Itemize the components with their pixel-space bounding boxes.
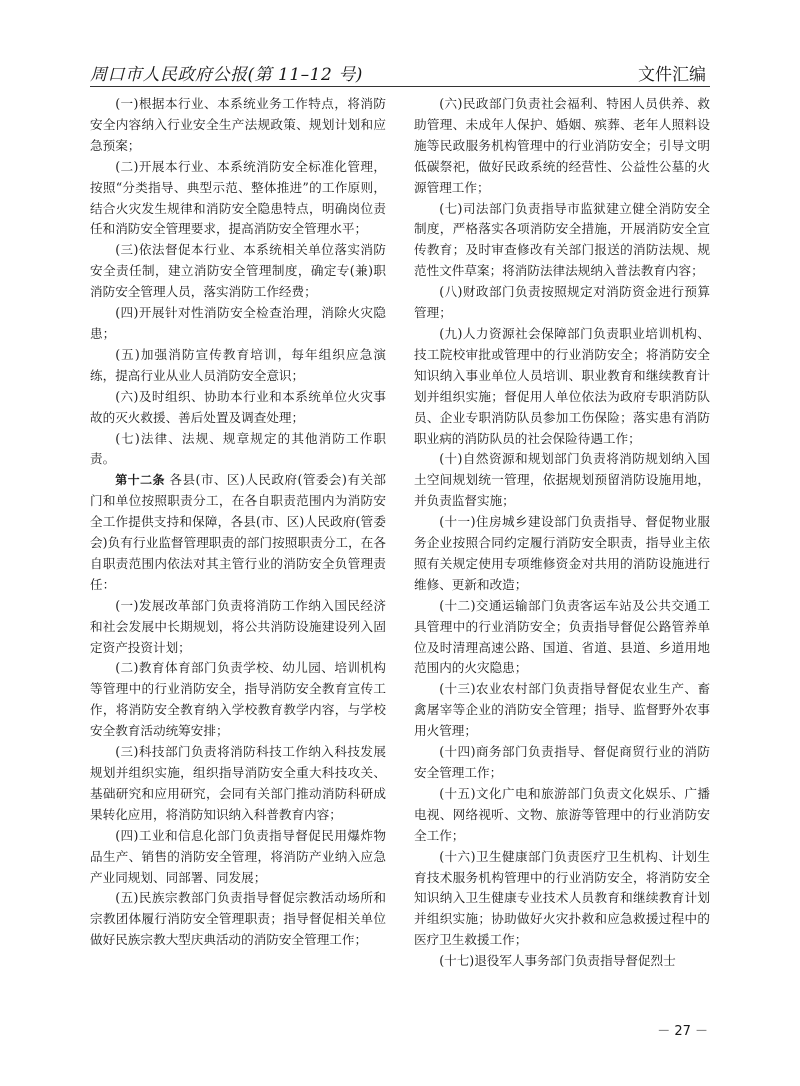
paragraph: (六)及时组织、协助本行业和本系统单位火灾事故的灭火救援、善后处置及调查处理； [90, 388, 386, 425]
article-heading: 第十二条 [115, 473, 165, 488]
paragraph: (一)发展改革部门负责将消防工作纳入国民经济和社会发展中长期规划，将公共消防设施建设列入固定资产投资计划； [90, 597, 386, 655]
paragraph: (三)依法督促本行业、本系统相关单位落实消防安全责任制，建立消防安全管理制度，确定专(兼)职消防安全管理人员，落实消防工作经费； [90, 242, 386, 300]
paragraph: (十六)卫生健康部门负责医疗卫生机构、计划生育技术服务机构管理中的行业消防安全，将消防安全知识纳入卫生健康专业技术人员教育和继续教育计划并组织实施；协助做好火灾扑救和应急救援过程中的医疗卫生救援工作； [414, 848, 710, 948]
paragraph: (十五)文化广电和旅游部门负责文化娱乐、广播电视、网络视听、文物、旅游等管理中的行业消防安全工作； [414, 785, 710, 843]
paragraph: (十三)农业农村部门负责指导督促农业生产、畜禽屠宰等企业的消防安全管理；指导、监督野外农事用火管理； [414, 681, 710, 739]
article-paragraph [90, 470, 386, 595]
page-number: － 27 － [657, 1024, 708, 1039]
paragraph: (十)自然资源和规划部门负责将消防规划纳入国土空间规划统一管理，依据规划预留消防设施用地，并负责监督实施； [414, 451, 710, 509]
right-column [414, 94, 710, 972]
paragraph: (四)开展针对性消防安全检查治理，消除火灾隐患； [90, 305, 386, 341]
paragraph: (六)民政部门负责社会福利、特困人员供养、救助管理、未成年人保护、婚姻、殡葬、老年人照料设施等民政服务机构管理中的行业消防安全；引导文明低碳祭祀，做好民政系统的经营性、公益性公墓的火源管理工作； [414, 96, 710, 195]
paragraph: (五)加强消防宣传教育培训，每年组织应急演练，提高行业从业人员消防安全意识； [90, 346, 386, 383]
paragraph: (十七)退役军人事务部门负责指导督促烈士 [439, 953, 676, 969]
page-header [90, 58, 710, 87]
paragraph: (一)根据本行业、本系统业务工作特点，将消防安全内容纳入行业安全生产法规政策、规划计划和应急预案； [90, 96, 386, 153]
paragraph: (三)科技部门负责将消防科技工作纳入科技发展规划并组织实施，组织指导消防安全重大科技攻关、基础研究和应用研究，会同有关部门推动消防科研成果转化应用，将消防知识纳入科普教育内容； [90, 744, 386, 822]
paragraph: (十一)住房城乡建设部门负责指导、督促物业服务企业按照合同约定履行消防安全职责，指导业主依照有关规定使用专项维修资金对共用的消防设施进行维修、更新和改造； [414, 514, 710, 592]
paragraph: (四)工业和信息化部门负责指导督促民用爆炸物品生产、销售的消防安全管理，将消防产业纳入应急产业同规划、同部署、同发展； [90, 827, 386, 885]
paragraph: (七)司法部门负责指导市监狱建立健全消防安全制度，严格落实各项消防安全措施，开展消防安全宣传教育；及时审查修改有关部门报送的消防法规、规范性文件草案；将消防法律法规纳入普法教育内容； [414, 200, 710, 279]
paragraph: (九)人力资源社会保障部门负责职业培训机构、技工院校审批或管理中的行业消防安全；将消防安全知识纳入事业单位人员培训、职业教育和继续教育计划并组织实施；督促用人单位依法为政府专职消防队员、企业专职消防队员参加工伤保险；落实患有消防职业病的消防队员的社会保险待遇工作； [414, 325, 710, 446]
paragraph: (十四)商务部门负责指导、督促商贸行业的消防安全管理工作； [414, 744, 710, 780]
section-title: 文件汇编 [638, 65, 706, 85]
paragraph: (八)财政部门负责按照规定对消防资金进行预算管理； [414, 284, 710, 321]
article-body: 各县(市、区)人民政府(管委会)有关部门和单位按照职责分工，在各自职责范围内为消防安全工作提供支持和保障，各县(市、区)人民政府(管委会)负有行业监督管理职责的部门按照职责分工，在各自职责范围内依法对其主管行业的消防安全负管理责任： [90, 472, 386, 592]
left-column [90, 94, 386, 951]
paragraph: (十二)交通运输部门负责客运车站及公共交通工具管理中的行业消防安全；负责指导督促公路管养单位及时清理高速公路、国道、省道、县道、乡道用地范围内的火灾隐患； [414, 597, 710, 676]
paragraph: (二)开展本行业、本系统消防安全标准化管理，按照“分类指导、典型示范、整体推进”的工作原则，结合火灾发生规律和消防安全隐患特点，明确岗位责任和消防安全管理要求，提高消防安全管理水平； [90, 158, 386, 237]
paragraph: (二)教育体育部门负责学校、幼儿园、培训机构等管理中的行业消防安全，指导消防安全教育宣传工作，将消防安全教育纳入学校教育教学内容，与学校安全教育活动统筹安排； [90, 660, 386, 739]
publication-title: 周口市人民政府公报(第 11–12 号) [90, 65, 363, 85]
paragraph: (五)民族宗教部门负责指导督促宗教活动场所和宗教团体履行消防安全管理职责；指导督促相关单位做好民族宗教大型庆典活动的消防安全管理工作； [90, 890, 386, 948]
paragraph: (七)法律、法规、规章规定的其他消防工作职责。 [90, 430, 386, 467]
